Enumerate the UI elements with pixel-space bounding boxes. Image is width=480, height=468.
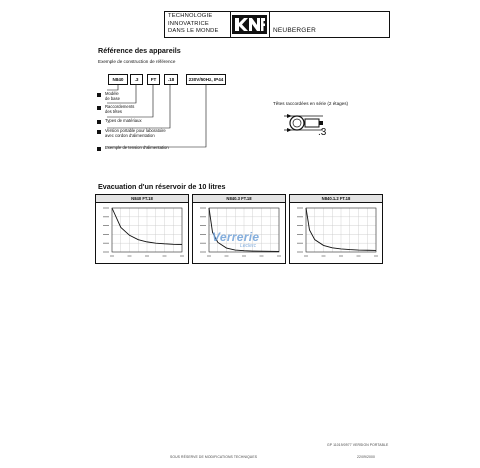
- legend-item-materials: Types de matériaux: [105, 118, 142, 123]
- chart-title: N840.1.2 FT.18: [290, 195, 382, 203]
- code-material: FT: [147, 74, 160, 85]
- bullet-marker: [97, 106, 101, 110]
- bullet-marker: [97, 93, 101, 97]
- footer-doc-ref: GP 11019/0977 VERSION PORTABLE: [327, 443, 389, 447]
- legend-item-connections: Raccordements des têtes: [105, 104, 135, 114]
- bullet-marker: [97, 130, 101, 134]
- verrerie-leclerc-watermark: Verrerie Leclerc: [212, 230, 260, 249]
- reference-title: Référence des appareils: [98, 46, 181, 55]
- header-divider: [230, 12, 231, 37]
- chart-title: N840.3 FT.18: [193, 195, 285, 203]
- footer-date: 22/09/2000: [357, 455, 375, 459]
- footer-disclaimer: SOUS RÉSERVE DE MODIFICATIONS TECHNIQUES: [170, 455, 258, 459]
- header-line-1: TECHNOLOGIE: [168, 13, 213, 19]
- bullet-marker: [97, 120, 101, 124]
- header-divider: [269, 12, 270, 37]
- chart-title: N840 FT.18: [96, 195, 188, 203]
- document-header: [164, 11, 390, 38]
- evacuation-chart-3: [290, 203, 382, 263]
- code-version: .18: [164, 74, 178, 85]
- chart-panel-1: [95, 194, 189, 264]
- header-line-3: DANS LE MONDE: [168, 28, 219, 35]
- chart-panel-3: [289, 194, 383, 264]
- header-line-2: INNOVATRICE: [168, 20, 209, 27]
- chart-panel-2: [192, 194, 286, 264]
- evacuation-title: Evacuation d'un réservoir de 10 litres: [98, 182, 226, 191]
- legend-item-model: Modèle de base: [105, 91, 120, 101]
- header-tagline: [168, 13, 219, 36]
- code-heads: .3: [130, 74, 143, 85]
- code-voltage: 230V/50Hz, IP44: [186, 74, 226, 85]
- code-model: N840: [108, 74, 128, 85]
- heads-code: .3: [318, 127, 327, 138]
- brand-name: NEUBERGER: [273, 27, 316, 34]
- legend-item-version: Version portable pour laboratoire avec cordon d'alimentation: [105, 128, 166, 138]
- bullet-marker: [97, 147, 101, 151]
- example-caption: Exemple de construction de référence: [98, 59, 176, 64]
- legend-item-voltage: Exemple de tension d'alimentation: [105, 145, 169, 150]
- evacuation-chart-1: [96, 203, 188, 263]
- knf-logo: [232, 15, 267, 34]
- heads-note: Têtes raccordées en série (2 étages): [273, 101, 349, 106]
